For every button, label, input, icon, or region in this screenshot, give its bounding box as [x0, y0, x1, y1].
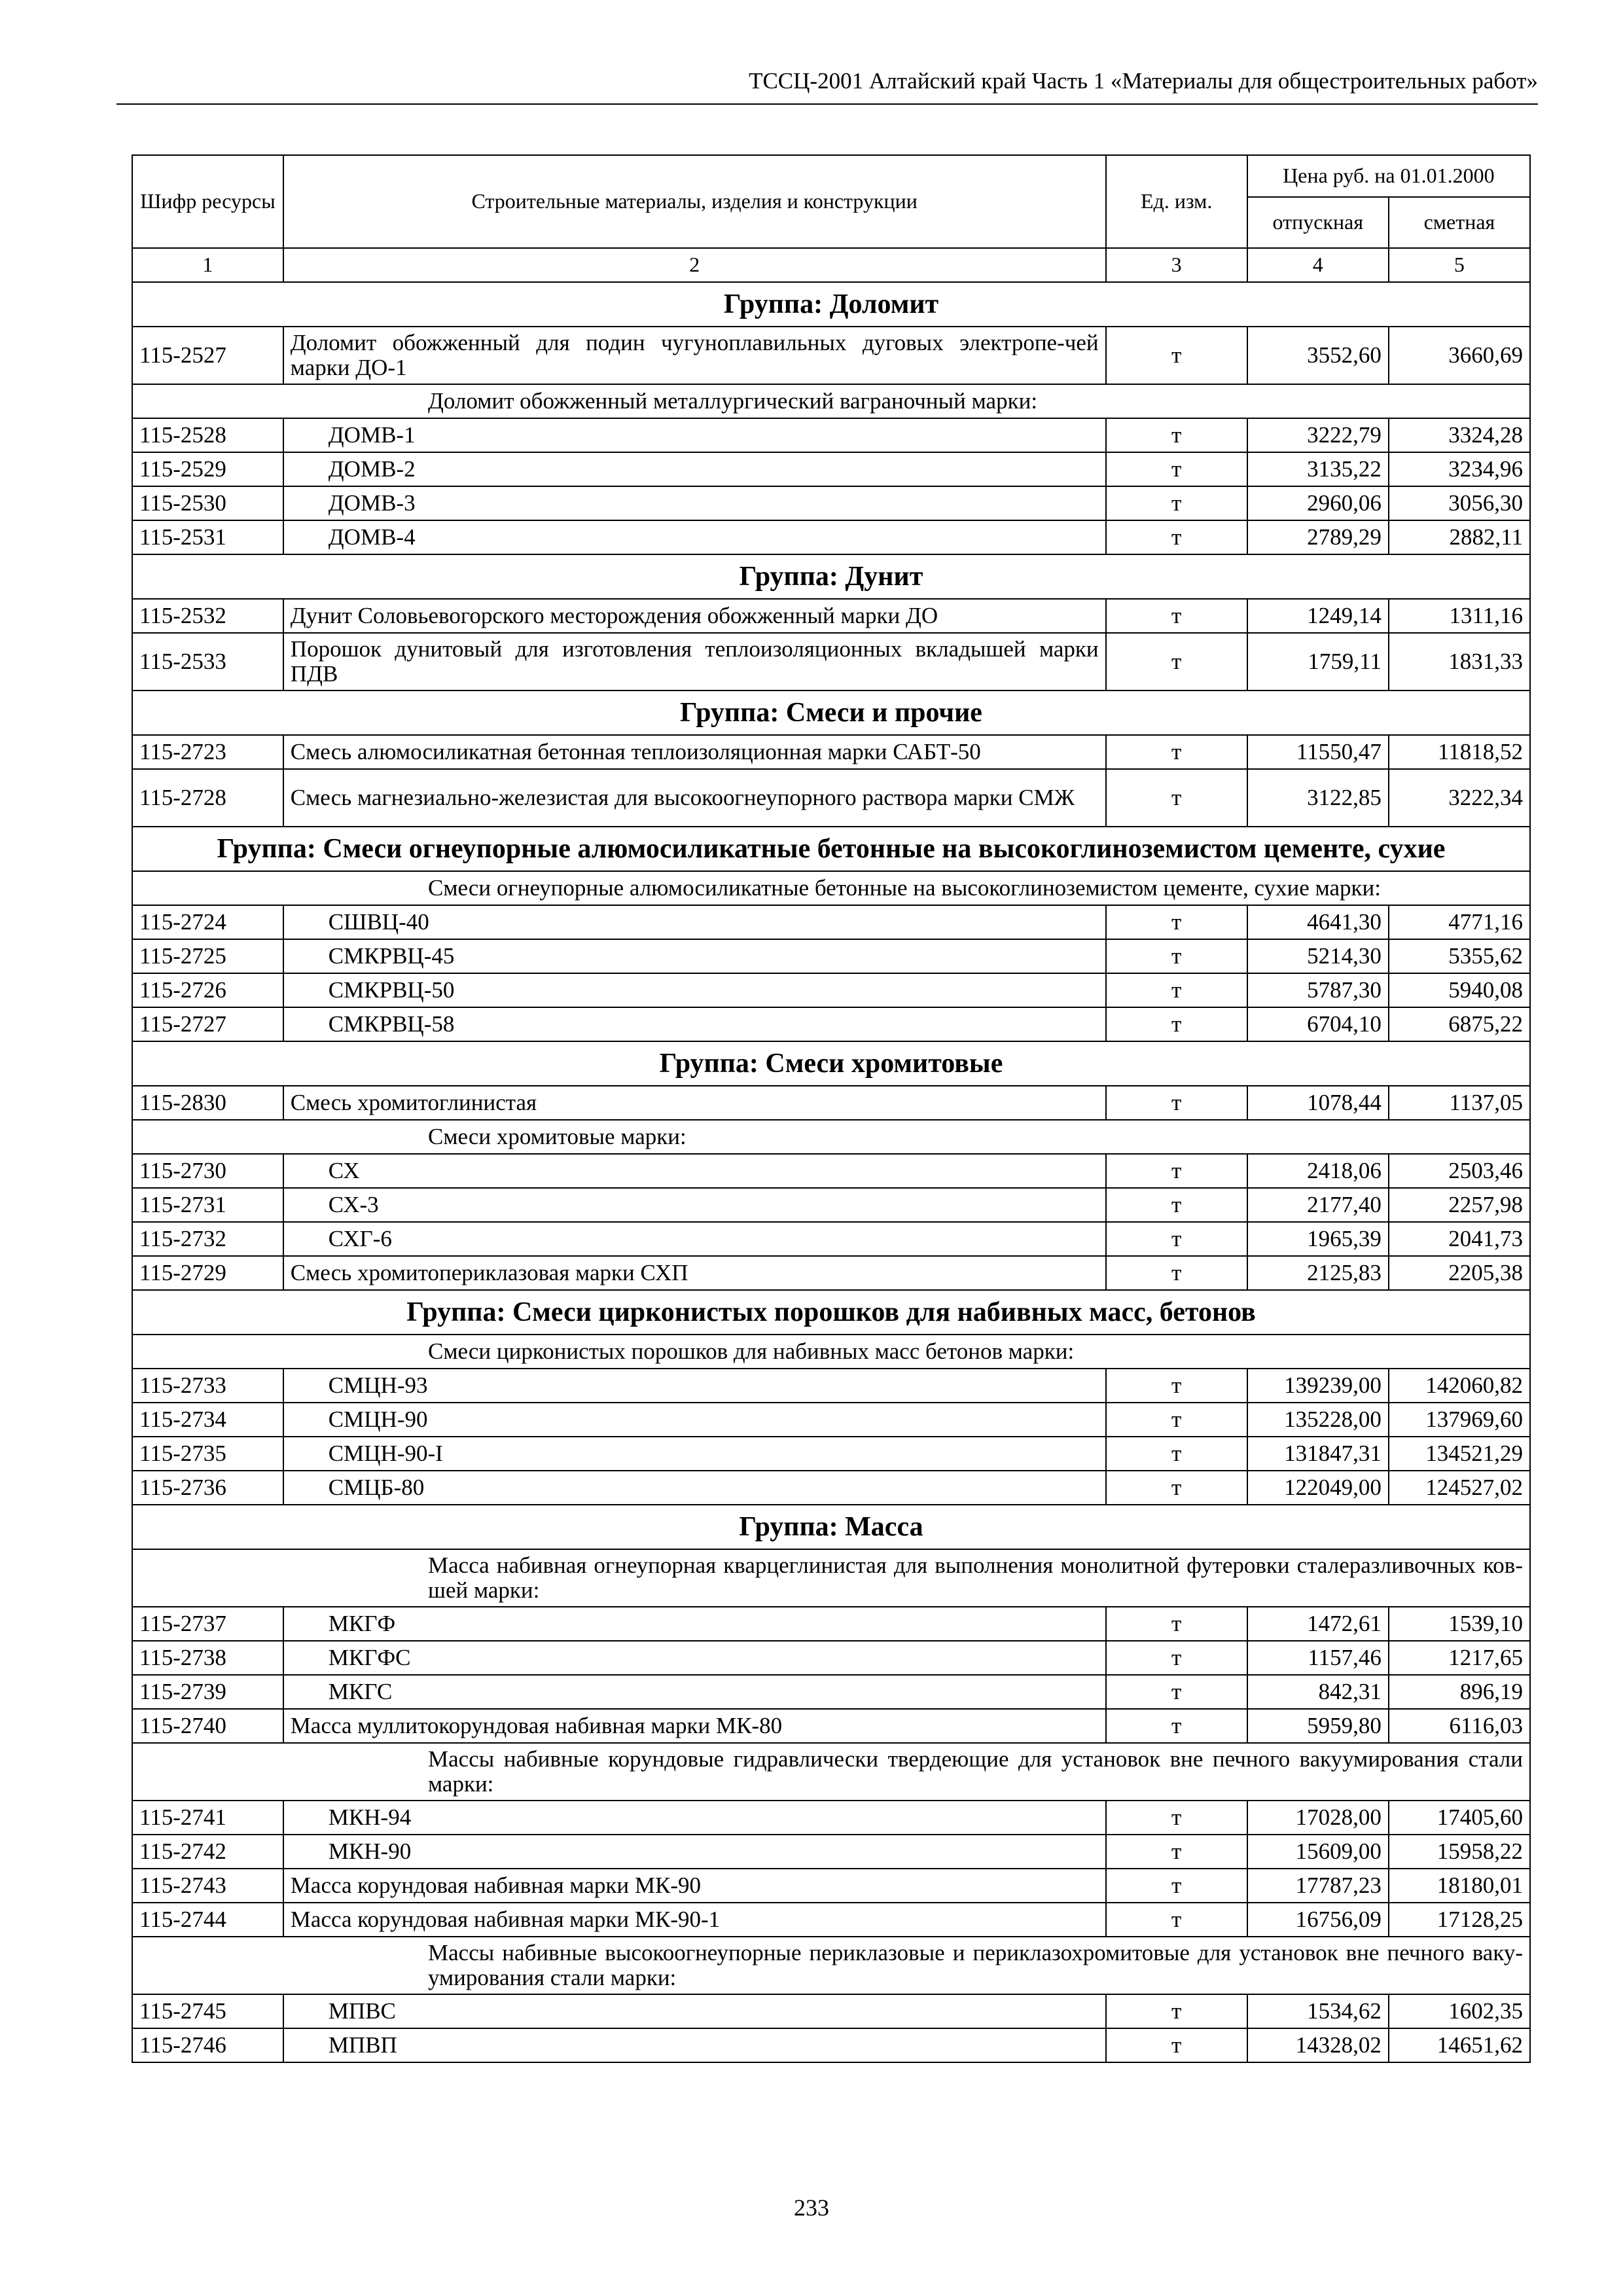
table-row: [132, 1086, 1530, 1120]
column-header-price: Цена руб. на 01.01.2000: [1247, 155, 1530, 197]
estimate-price: 6875,22: [1389, 1007, 1530, 1041]
estimate-price: 17128,25: [1389, 1903, 1530, 1937]
table-row: [132, 486, 1530, 520]
material-description: Масса корундовая набивная марки МК-90-1: [283, 1903, 1106, 1937]
resource-code: 115-2529: [132, 452, 283, 486]
material-description: СМЦН-93: [283, 1369, 1106, 1403]
resource-code: 115-2532: [132, 599, 283, 633]
group-heading: Группа: Смеси и прочие: [132, 691, 1530, 735]
release-price: 1472,61: [1247, 1607, 1389, 1641]
unit: т: [1106, 2028, 1247, 2062]
page-number: 233: [794, 2195, 829, 2221]
unit: т: [1106, 1154, 1247, 1188]
release-price: 1078,44: [1247, 1086, 1389, 1120]
estimate-price: 1217,65: [1389, 1641, 1530, 1675]
release-price: 16756,09: [1247, 1903, 1389, 1937]
release-price: 122049,00: [1247, 1471, 1389, 1505]
unit: т: [1106, 1641, 1247, 1675]
estimate-price: 3056,30: [1389, 486, 1530, 520]
group-heading-row: [132, 1290, 1530, 1335]
resource-code: 115-2531: [132, 520, 283, 554]
column-header-code: Шифр ресурсы: [132, 155, 283, 248]
unit: т: [1106, 1403, 1247, 1437]
column-number: 5: [1389, 248, 1530, 282]
column-number: 2: [283, 248, 1106, 282]
release-price: 14328,02: [1247, 2028, 1389, 2062]
resource-code: 115-2730: [132, 1154, 283, 1188]
table-row: [132, 1835, 1530, 1869]
header-divider: [116, 103, 1538, 105]
group-heading-row: [132, 1041, 1530, 1086]
table-row: [132, 735, 1530, 769]
estimate-price: 5355,62: [1389, 939, 1530, 973]
release-price: 3122,85: [1247, 769, 1389, 827]
material-description: Смесь хромитопериклазовая марки СХП: [283, 1256, 1106, 1290]
column-number-row: [132, 248, 1530, 282]
estimate-price: 18180,01: [1389, 1869, 1530, 1903]
material-description: СМЦН-90-I: [283, 1437, 1106, 1471]
estimate-price: 3660,69: [1389, 327, 1530, 384]
unit: т: [1106, 939, 1247, 973]
group-heading-row: [132, 282, 1530, 327]
estimate-price: 14651,62: [1389, 2028, 1530, 2062]
subheading-row: [132, 1937, 1530, 1994]
group-heading: Группа: Смеси хромитовые: [132, 1041, 1530, 1086]
release-price: 2177,40: [1247, 1188, 1389, 1222]
resource-code: 115-2738: [132, 1641, 283, 1675]
table-row: [132, 1256, 1530, 1290]
release-price: 5959,80: [1247, 1709, 1389, 1743]
unit: т: [1106, 1007, 1247, 1041]
material-description: ДОМВ-3: [283, 486, 1106, 520]
material-description: СМКРВЦ-45: [283, 939, 1106, 973]
group-heading-row: [132, 827, 1530, 871]
material-description: ДОМВ-2: [283, 452, 1106, 486]
estimate-price: 137969,60: [1389, 1403, 1530, 1437]
resource-code: 115-2528: [132, 418, 283, 452]
release-price: 15609,00: [1247, 1835, 1389, 1869]
release-price: 17028,00: [1247, 1801, 1389, 1835]
resource-code: 115-2736: [132, 1471, 283, 1505]
resource-code: 115-2726: [132, 973, 283, 1007]
unit: т: [1106, 1471, 1247, 1505]
release-price: 2125,83: [1247, 1256, 1389, 1290]
material-description: СХ: [283, 1154, 1106, 1188]
unit: т: [1106, 1256, 1247, 1290]
resource-code: 115-2746: [132, 2028, 283, 2062]
resource-code: 115-2743: [132, 1869, 283, 1903]
resource-code: 115-2530: [132, 486, 283, 520]
release-price: 1157,46: [1247, 1641, 1389, 1675]
estimate-price: 1311,16: [1389, 599, 1530, 633]
unit: т: [1106, 1437, 1247, 1471]
table-row: [132, 905, 1530, 939]
material-description: МКГС: [283, 1675, 1106, 1709]
table-row: [132, 939, 1530, 973]
resource-code: 115-2729: [132, 1256, 283, 1290]
material-description: ДОМВ-1: [283, 418, 1106, 452]
estimate-price: 6116,03: [1389, 1709, 1530, 1743]
subheading-text: Смеси хромитовые марки:: [132, 1120, 1530, 1154]
unit: т: [1106, 1369, 1247, 1403]
table-row: [132, 1994, 1530, 2028]
release-price: 3222,79: [1247, 418, 1389, 452]
resource-code: 115-2742: [132, 1835, 283, 1869]
resource-code: 115-2739: [132, 1675, 283, 1709]
table-row: [132, 327, 1530, 384]
subheading-row: [132, 384, 1530, 418]
release-price: 4641,30: [1247, 905, 1389, 939]
estimate-price: 1602,35: [1389, 1994, 1530, 2028]
estimate-price: 3324,28: [1389, 418, 1530, 452]
release-price: 5787,30: [1247, 973, 1389, 1007]
resource-code: 115-2725: [132, 939, 283, 973]
unit: т: [1106, 1709, 1247, 1743]
resource-code: 115-2741: [132, 1801, 283, 1835]
table-row: [132, 418, 1530, 452]
estimate-price: 142060,82: [1389, 1369, 1530, 1403]
table-header-row: [132, 155, 1530, 197]
material-description: СМЦН-90: [283, 1403, 1106, 1437]
subheading-text: Смеси огнеупорные алюмосиликатные бетонные на высокоглиноземистом цементе, сухие марки:: [132, 871, 1530, 905]
material-description: МПВС: [283, 1994, 1106, 2028]
material-description: МКН-94: [283, 1801, 1106, 1835]
release-price: 2789,29: [1247, 520, 1389, 554]
unit: т: [1106, 1903, 1247, 1937]
resource-code: 115-2727: [132, 1007, 283, 1041]
resource-code: 115-2734: [132, 1403, 283, 1437]
resource-code: 115-2740: [132, 1709, 283, 1743]
subheading-text: Массы набивные корундовые гидравлически твердеющие для установок вне печного вакуумирования стали марки:: [132, 1743, 1530, 1801]
resource-code: 115-2830: [132, 1086, 283, 1120]
unit: т: [1106, 1994, 1247, 2028]
table-row: [132, 973, 1530, 1007]
group-heading: Группа: Смеси цирконистых порошков для набивных масс, бетонов: [132, 1290, 1530, 1335]
subheading-row: [132, 1743, 1530, 1801]
subheading-row: [132, 1335, 1530, 1369]
estimate-price: 2041,73: [1389, 1222, 1530, 1256]
material-description: МКН-90: [283, 1835, 1106, 1869]
material-description: Масса муллитокорундовая набивная марки МК-80: [283, 1709, 1106, 1743]
unit: т: [1106, 973, 1247, 1007]
material-description: СМКРВЦ-50: [283, 973, 1106, 1007]
table-row: [132, 1007, 1530, 1041]
subheading-text: Массы набивные высокоогнеупорные периклазовые и периклазохромитовые для установок вне печного ваку-умирования стали марки:: [132, 1937, 1530, 1994]
release-price: 135228,00: [1247, 1403, 1389, 1437]
material-description: СМЦБ-80: [283, 1471, 1106, 1505]
estimate-price: 134521,29: [1389, 1437, 1530, 1471]
unit: т: [1106, 1801, 1247, 1835]
release-price: 1965,39: [1247, 1222, 1389, 1256]
unit: т: [1106, 1188, 1247, 1222]
material-description: МПВП: [283, 2028, 1106, 2062]
table-row: [132, 599, 1530, 633]
release-price: 139239,00: [1247, 1369, 1389, 1403]
group-heading: Группа: Дунит: [132, 554, 1530, 599]
release-price: 1249,14: [1247, 599, 1389, 633]
material-description: Масса корундовая набивная марки МК-90: [283, 1869, 1106, 1903]
group-heading-row: [132, 1505, 1530, 1549]
release-price: 2960,06: [1247, 486, 1389, 520]
unit: т: [1106, 520, 1247, 554]
release-price: 2418,06: [1247, 1154, 1389, 1188]
column-header-estimate-price: сметная: [1389, 197, 1530, 248]
material-description: Смесь магнезиально-железистая для высокоогнеупорного раствора марки СМЖ: [283, 769, 1106, 827]
release-price: 17787,23: [1247, 1869, 1389, 1903]
table-row: [132, 1869, 1530, 1903]
table-row: [132, 2028, 1530, 2062]
material-description: СХ-3: [283, 1188, 1106, 1222]
material-description: Смесь алюмосиликатная бетонная теплоизоляционная марки САБТ-50: [283, 735, 1106, 769]
estimate-price: 3234,96: [1389, 452, 1530, 486]
release-price: 842,31: [1247, 1675, 1389, 1709]
table-row: [132, 1641, 1530, 1675]
table-row: [132, 1471, 1530, 1505]
table-row: [132, 1607, 1530, 1641]
group-heading-row: [132, 554, 1530, 599]
material-description: СХГ-6: [283, 1222, 1106, 1256]
group-heading: Группа: Масса: [132, 1505, 1530, 1549]
subheading-row: [132, 1549, 1530, 1607]
release-price: 3135,22: [1247, 452, 1389, 486]
estimate-price: 1137,05: [1389, 1086, 1530, 1120]
resource-code: 115-2733: [132, 1369, 283, 1403]
estimate-price: 2257,98: [1389, 1188, 1530, 1222]
estimate-price: 2882,11: [1389, 520, 1530, 554]
unit: т: [1106, 418, 1247, 452]
release-price: 1759,11: [1247, 633, 1389, 691]
material-description: Доломит обожженный для подин чугуноплавильных дуговых электропе-чей марки ДО-1: [283, 327, 1106, 384]
table-row: [132, 1154, 1530, 1188]
unit: т: [1106, 1222, 1247, 1256]
resource-code: 115-2745: [132, 1994, 283, 2028]
unit: т: [1106, 1607, 1247, 1641]
subheading-text: Масса набивная огнеупорная кварцеглинистая для выполнения монолитной футеровки сталеразливочных ков-шей марки:: [132, 1549, 1530, 1607]
unit: т: [1106, 633, 1247, 691]
price-table: [132, 154, 1531, 2063]
estimate-price: 5940,08: [1389, 973, 1530, 1007]
unit: т: [1106, 905, 1247, 939]
unit: т: [1106, 452, 1247, 486]
table-row: [132, 452, 1530, 486]
resource-code: 115-2732: [132, 1222, 283, 1256]
estimate-price: 124527,02: [1389, 1471, 1530, 1505]
estimate-price: 17405,60: [1389, 1801, 1530, 1835]
material-description: МКГФС: [283, 1641, 1106, 1675]
resource-code: 115-2731: [132, 1188, 283, 1222]
estimate-price: 11818,52: [1389, 735, 1530, 769]
subheading-text: Смеси цирконистых порошков для набивных масс бетонов марки:: [132, 1335, 1530, 1369]
release-price: 3552,60: [1247, 327, 1389, 384]
material-description: СМКРВЦ-58: [283, 1007, 1106, 1041]
group-heading: Группа: Смеси огнеупорные алюмосиликатные бетонные на высокоглиноземистом цементе, сухие: [132, 827, 1530, 871]
table-row: [132, 1222, 1530, 1256]
unit: т: [1106, 1869, 1247, 1903]
column-header-name: Строительные материалы, изделия и конструкции: [283, 155, 1106, 248]
release-price: 11550,47: [1247, 735, 1389, 769]
column-header-release-price: отпускная: [1247, 197, 1389, 248]
table-row: [132, 1903, 1530, 1937]
estimate-price: 1539,10: [1389, 1607, 1530, 1641]
resource-code: 115-2744: [132, 1903, 283, 1937]
table-row: [132, 1675, 1530, 1709]
unit: т: [1106, 486, 1247, 520]
material-description: СШВЦ-40: [283, 905, 1106, 939]
table-row: [132, 1709, 1530, 1743]
estimate-price: 896,19: [1389, 1675, 1530, 1709]
table-row: [132, 769, 1530, 827]
column-number: 3: [1106, 248, 1247, 282]
table-row: [132, 1403, 1530, 1437]
resource-code: 115-2723: [132, 735, 283, 769]
estimate-price: 4771,16: [1389, 905, 1530, 939]
unit: т: [1106, 599, 1247, 633]
unit: т: [1106, 1835, 1247, 1869]
resource-code: 115-2527: [132, 327, 283, 384]
subheading-row: [132, 1120, 1530, 1154]
group-heading: Группа: Доломит: [132, 282, 1530, 327]
resource-code: 115-2724: [132, 905, 283, 939]
release-price: 1534,62: [1247, 1994, 1389, 2028]
subheading-text: Доломит обожженный металлургический ваграночный марки:: [132, 384, 1530, 418]
column-header-unit: Ед. изм.: [1106, 155, 1247, 248]
unit: т: [1106, 735, 1247, 769]
unit: т: [1106, 327, 1247, 384]
estimate-price: 15958,22: [1389, 1835, 1530, 1869]
material-description: Дунит Соловьевогорского месторождения обожженный марки ДО: [283, 599, 1106, 633]
table-row: [132, 633, 1530, 691]
material-description: МКГФ: [283, 1607, 1106, 1641]
release-price: 131847,31: [1247, 1437, 1389, 1471]
table-row: [132, 1369, 1530, 1403]
resource-code: 115-2737: [132, 1607, 283, 1641]
group-heading-row: [132, 691, 1530, 735]
column-number: 1: [132, 248, 283, 282]
unit: т: [1106, 769, 1247, 827]
column-number: 4: [1247, 248, 1389, 282]
table-row: [132, 520, 1530, 554]
unit: т: [1106, 1086, 1247, 1120]
table-row: [132, 1188, 1530, 1222]
table-row: [132, 1801, 1530, 1835]
table-row: [132, 1437, 1530, 1471]
estimate-price: 2205,38: [1389, 1256, 1530, 1290]
material-description: Смесь хромитоглинистая: [283, 1086, 1106, 1120]
material-description: Порошок дунитовый для изготовления теплоизоляционных вкладышей марки ПДВ: [283, 633, 1106, 691]
release-price: 6704,10: [1247, 1007, 1389, 1041]
estimate-price: 1831,33: [1389, 633, 1530, 691]
subheading-row: [132, 871, 1530, 905]
resource-code: 115-2533: [132, 633, 283, 691]
resource-code: 115-2728: [132, 769, 283, 827]
running-header: ТССЦ-2001 Алтайский край Часть 1 «Материалы для общестроительных работ»: [749, 68, 1538, 94]
estimate-price: 2503,46: [1389, 1154, 1530, 1188]
resource-code: 115-2735: [132, 1437, 283, 1471]
material-description: ДОМВ-4: [283, 520, 1106, 554]
estimate-price: 3222,34: [1389, 769, 1530, 827]
unit: т: [1106, 1675, 1247, 1709]
release-price: 5214,30: [1247, 939, 1389, 973]
